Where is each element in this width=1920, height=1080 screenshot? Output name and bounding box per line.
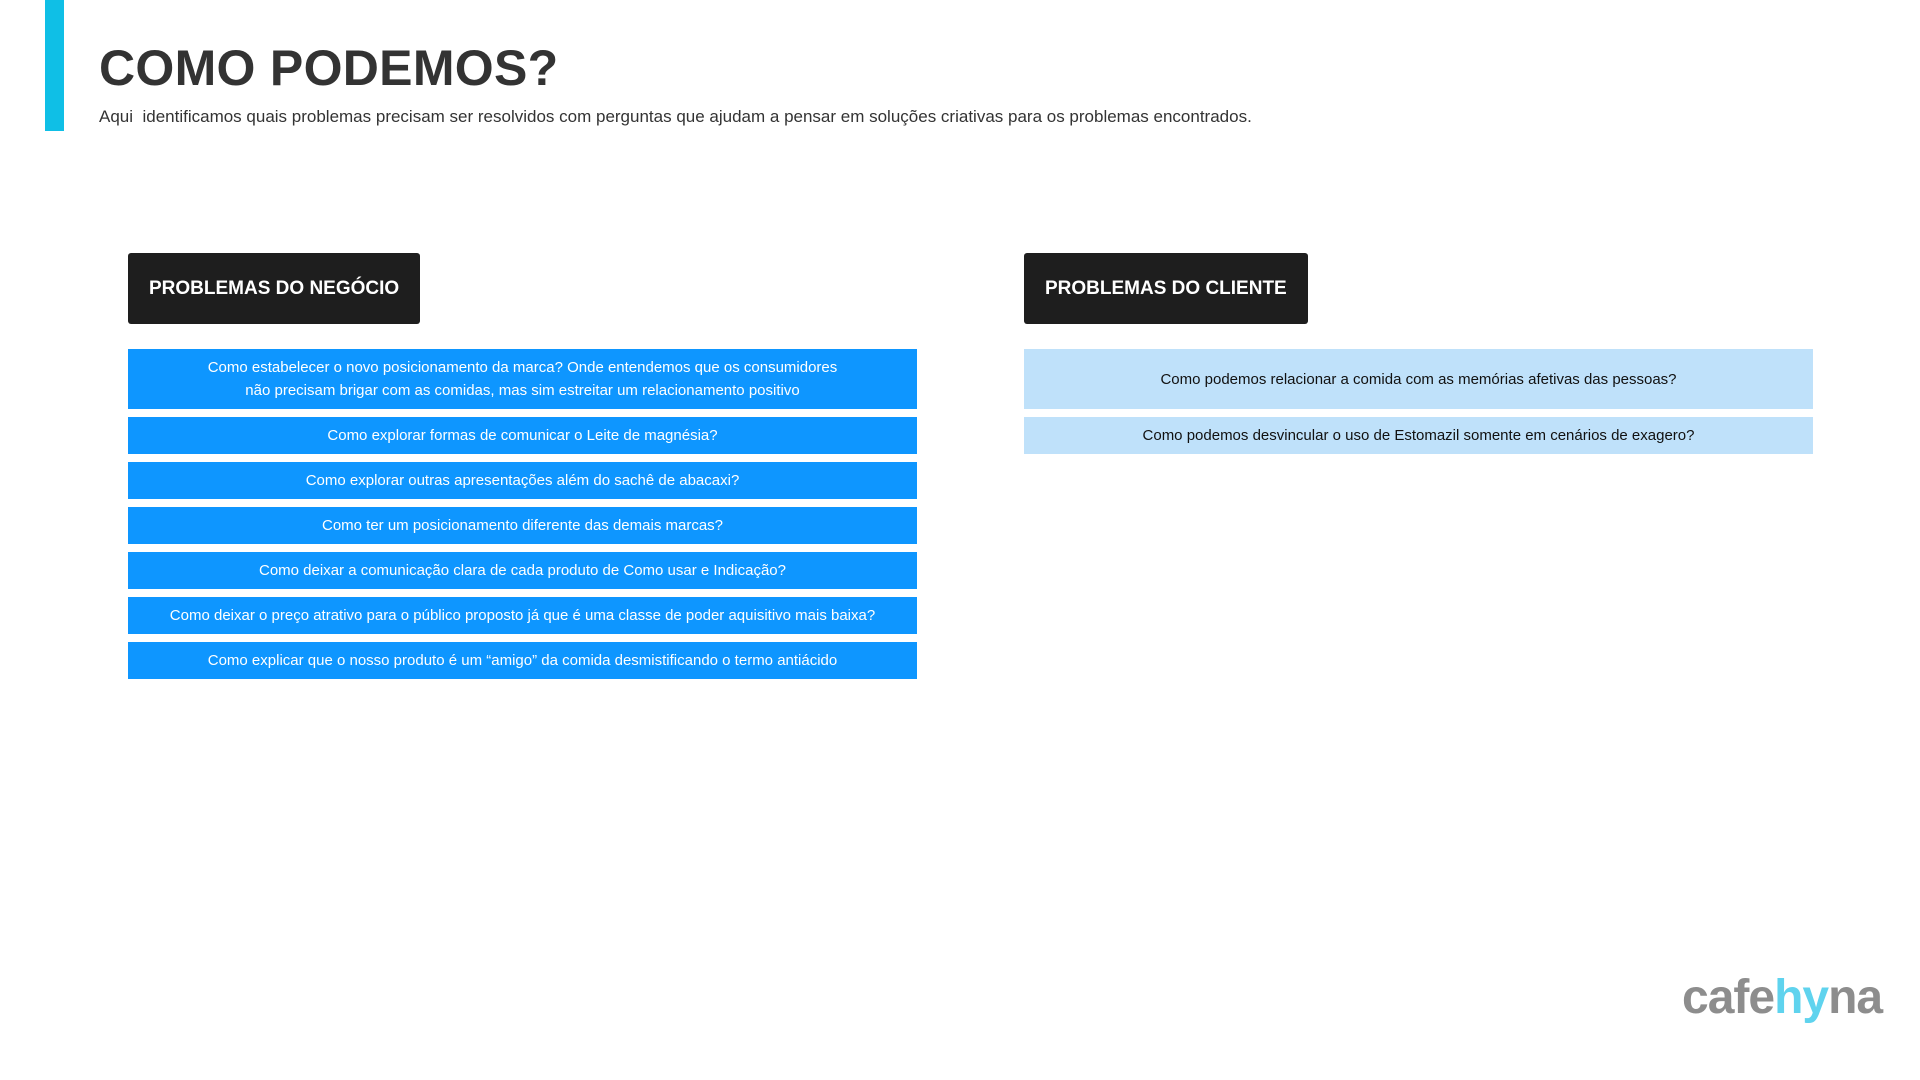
business-problem-item: Como deixar a comunicação clara de cada produto de Como usar e Indicação? (128, 552, 917, 589)
page-title: COMO PODEMOS? (99, 40, 559, 96)
business-problem-item: Como ter um posicionamento diferente das demais marcas? (128, 507, 917, 544)
cafehyna-logo (1682, 970, 1882, 1026)
business-problems-column (128, 253, 917, 679)
client-problem-item: Como podemos desvincular o uso de Estomazil somente em cenários de exagero? (1024, 417, 1813, 454)
page-subtitle: Aqui identificamos quais problemas precisam ser resolvidos com perguntas que ajudam a pensar em soluções criativas para os problemas encontrados. (99, 107, 1252, 126)
client-problems-header: PROBLEMAS DO CLIENTE (1024, 253, 1308, 324)
logo-text-na: na (1828, 971, 1883, 1024)
logo-text-hy: hy (1774, 971, 1829, 1024)
client-problem-item: Como podemos relacionar a comida com as memórias afetivas das pessoas? (1024, 349, 1813, 409)
business-problems-header: PROBLEMAS DO NEGÓCIO (128, 253, 420, 324)
client-problems-list (1024, 349, 1813, 454)
business-problem-item: Como deixar o preço atrativo para o público proposto já que é uma classe de poder aquisitivo mais baixa? (128, 597, 917, 634)
logo-text-cafe: cafe (1682, 971, 1775, 1024)
business-problem-item: Como explicar que o nosso produto é um “amigo” da comida desmistificando o termo antiácido (128, 642, 917, 679)
business-problem-item: Como explorar outras apresentações além do sachê de abacaxi? (128, 462, 917, 499)
business-problem-item: Como estabelecer o novo posicionamento da marca? Onde entendemos que os consumidores não precisam brigar com as comidas, mas sim estreitar um relacionamento positivo (128, 349, 917, 409)
client-problems-column (1024, 253, 1813, 454)
business-problems-list (128, 349, 917, 679)
accent-bar (45, 0, 64, 131)
business-problem-item: Como explorar formas de comunicar o Leite de magnésia? (128, 417, 917, 454)
